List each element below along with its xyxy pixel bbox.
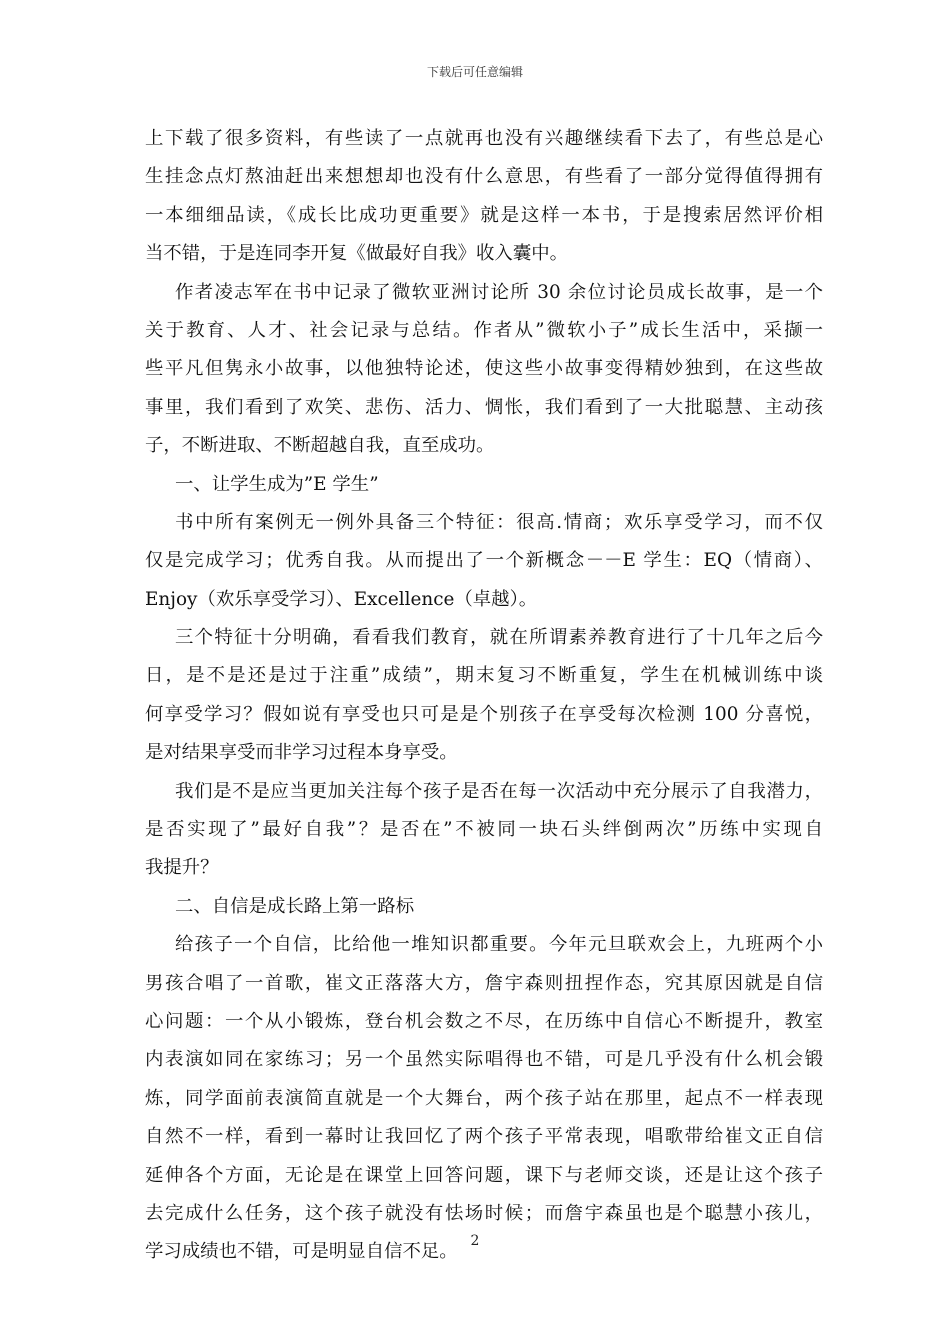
text-line: 子，不断进取、不断超越自我，直至成功。 bbox=[145, 435, 495, 457]
text-line: 心问题：一个从小锻炼，登台机会数之不尽，在历练中自信心不断提升，教室 bbox=[145, 1010, 823, 1032]
text-line: 我提升？ bbox=[145, 857, 219, 879]
text-line: 上下载了很多资料，有些读了一点就再也没有兴趣继续看下去了，有些总是心 bbox=[145, 128, 823, 149]
text-line: 些平凡但隽永小故事，以他独特论述，使这些小故事变得精妙独到，在这些故 bbox=[145, 358, 823, 380]
text-line: 当不错，于是连同李开复《做最好自我》收入囊中。 bbox=[145, 243, 568, 265]
text-line: 事里，我们看到了欢笑、悲伤、活力、惆怅，我们看到了一大批聪慧、主动孩 bbox=[145, 396, 823, 418]
text-line: 内表演如同在家练习；另一个虽然实际唱得也不错，可是几乎没有什么机会锻 bbox=[145, 1049, 823, 1071]
text-line: 是对结果享受而非学习过程本身享受。 bbox=[145, 742, 458, 764]
text-line: 给孩子一个自信，比给他一堆知识都重要。今年元旦联欢会上，九班两个小 bbox=[175, 934, 823, 956]
text-line: 日，是不是还是过于注重”成绩”，期末复习不断重复，学生在机械训练中谈 bbox=[145, 665, 823, 687]
text-line: 二、自信是成长路上第一路标 bbox=[175, 895, 415, 917]
text-line: 学习成绩也不错，可是明显自信不足。 bbox=[145, 1241, 458, 1263]
text-line: 作者凌志军在书中记录了微软亚洲讨论所 30 余位讨论员成长故事，是一个 bbox=[175, 281, 823, 303]
page-number: 2 bbox=[470, 1233, 480, 1249]
text-line: 关于教育、人才、社会记录与总结。作者从”微软小子”成长生活中，采撷一 bbox=[145, 319, 823, 341]
text-line: 是否实现了”最好自我”？是否在”不被同一块石头绊倒两次”历练中实现自 bbox=[145, 819, 823, 841]
text-line: Enjoy（欢乐享受学习）、Excellence（卓越）。 bbox=[145, 588, 538, 610]
document-body bbox=[145, 120, 823, 1272]
text-line: 三个特征十分明确，看看我们教育，就在所谓素养教育进行了十几年之后今 bbox=[175, 627, 823, 649]
text-line: 一本细细品读，《成长比成功更重要》就是这样一本书，于是搜索居然评价相 bbox=[145, 204, 823, 226]
text-line: 自然不一样，看到一幕时让我回忆了两个孩子平常表现，唱歌带给崔文正自信 bbox=[145, 1126, 823, 1148]
text-line: 何享受学习？假如说有享受也只可是是个别孩子在享受每次检测 100 分喜悦， bbox=[145, 703, 823, 725]
text-line: 书中所有案例无一例外具备三个特征：很高.情商；欢乐享受学习，而不仅 bbox=[175, 511, 823, 533]
text-line: 生挂念点灯熬油赶出来想想却也没有什么意思，有些看了一部分觉得值得拥有 bbox=[145, 166, 823, 188]
page-header: 下载后可任意编辑 bbox=[426, 65, 523, 79]
text-line: 我们是不是应当更加关注每个孩子是否在每一次活动中充分展示了自我潜力， bbox=[175, 780, 823, 802]
text-line: 男孩合唱了一首歌，崔文正落落大方，詹宇森则扭捏作态，究其原因就是自信 bbox=[145, 972, 823, 994]
text-line: 仅是完成学习；优秀自我。从而提出了一个新概念－－E 学生：EQ（情商）、 bbox=[145, 550, 823, 572]
text-line: 一、让学生成为”E 学生” bbox=[175, 473, 379, 495]
text-line: 延伸各个方面，无论是在课堂上回答问题，课下与老师交谈，还是让这个孩子 bbox=[145, 1164, 823, 1186]
text-line: 炼，同学面前表演简直就是一个大舞台，两个孩子站在那里，起点不一样表现 bbox=[145, 1087, 823, 1109]
text-line: 去完成什么任务，这个孩子就没有怯场时候；而詹宇森虽也是个聪慧小孩儿， bbox=[145, 1202, 823, 1224]
